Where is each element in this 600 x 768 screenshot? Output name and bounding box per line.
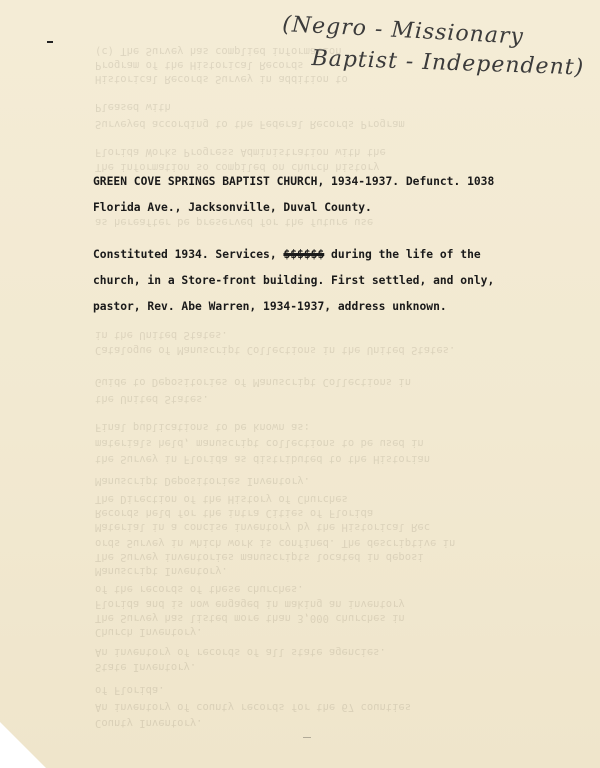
entry-line-4: church, in a Store-front building. First settled, and only, [93,274,495,287]
torn-corner [0,722,46,768]
bleed-line: Church Inventory. [95,626,203,638]
bleed-line: State Inventory. [95,661,197,673]
bleed-line: of Florida. [95,684,165,696]
bleed-line: An inventory of county records for the 67 counties [95,701,412,713]
bleed-line: An inventory of records of all state agencies. [95,646,386,658]
handwritten-annotation-line1: (Negro - Missionary [281,12,525,50]
bleed-line: Catalogue of Manuscript Collections in the United States. [95,344,456,356]
bleed-line: Final publications to be known as: [95,421,310,433]
bleed-line: The information so compiled on church history [95,161,380,173]
handwritten-annotation-line2: Baptist - Independent) [311,46,585,81]
bleed-line: in the United States. [95,329,228,341]
bleed-line: Manuscript Depositories Inventory. [95,475,310,487]
bleed-line: Material in a concise inventory by the Historical Rec [95,521,431,533]
bleed-line: Florida Works Progress Administration with the [95,146,386,158]
bleed-line: the United States. [95,393,209,405]
bleed-line: Program of the Historical Records [95,59,304,71]
struck-out-text: $$$$$$ [283,248,325,261]
bleed-line: The Survey inventories manuscripts located in deposi [95,551,424,563]
bleed-line: ords Survey in which work is confined. The descriptive in [95,537,456,549]
bleed-line: of the records of these churches. [95,583,304,595]
bleed-line: County Inventory. [95,717,203,729]
bleed-line: Records held for the intra Cities of Florida [95,507,374,519]
bleed-line: (c) The Survey has complied information [95,45,342,57]
bleed-line: the Survey in Florida as distributed to the Historian [95,453,431,465]
entry-line-5: pastor, Rev. Abe Warren, 1934-1937, address unknown. [93,300,447,313]
entry-line-3-start: Constituted 1934. Services, [93,248,284,261]
bleed-line: Guide to Depositories of Manuscript Collections in [95,376,412,388]
margin-mark [47,41,53,43]
entry-line-2: Florida Ave., Jacksonville, Duval County. [93,201,372,214]
bleed-line: Florida and is now engaged in making an inventory [95,598,405,610]
bleed-line: Historical Records Survey in addition to [95,73,348,85]
bleed-line: Manuscript Inventory. [95,565,228,577]
bleed-line: The Survey has listed more than 3,000 churches in [95,612,405,624]
entry-line-3-end: during the life of the [324,248,481,261]
bleed-line: Pleased with [95,101,171,113]
bleed-line: Surveyed according to the Federal Records Program [95,118,405,130]
entry-line-3 [93,248,481,261]
bleed-line: as hereafter be preserved for the future use [95,216,374,228]
entry-line-1: GREEN COVE SPRINGS BAPTIST CHURCH, 1934-1937. Defunct. 1038 [93,175,495,188]
bleed-line: The Direction of the History of Churches [95,493,348,505]
bleed-line: materials held, manuscript collections to be used in [95,437,424,449]
page-mark [303,737,311,738]
